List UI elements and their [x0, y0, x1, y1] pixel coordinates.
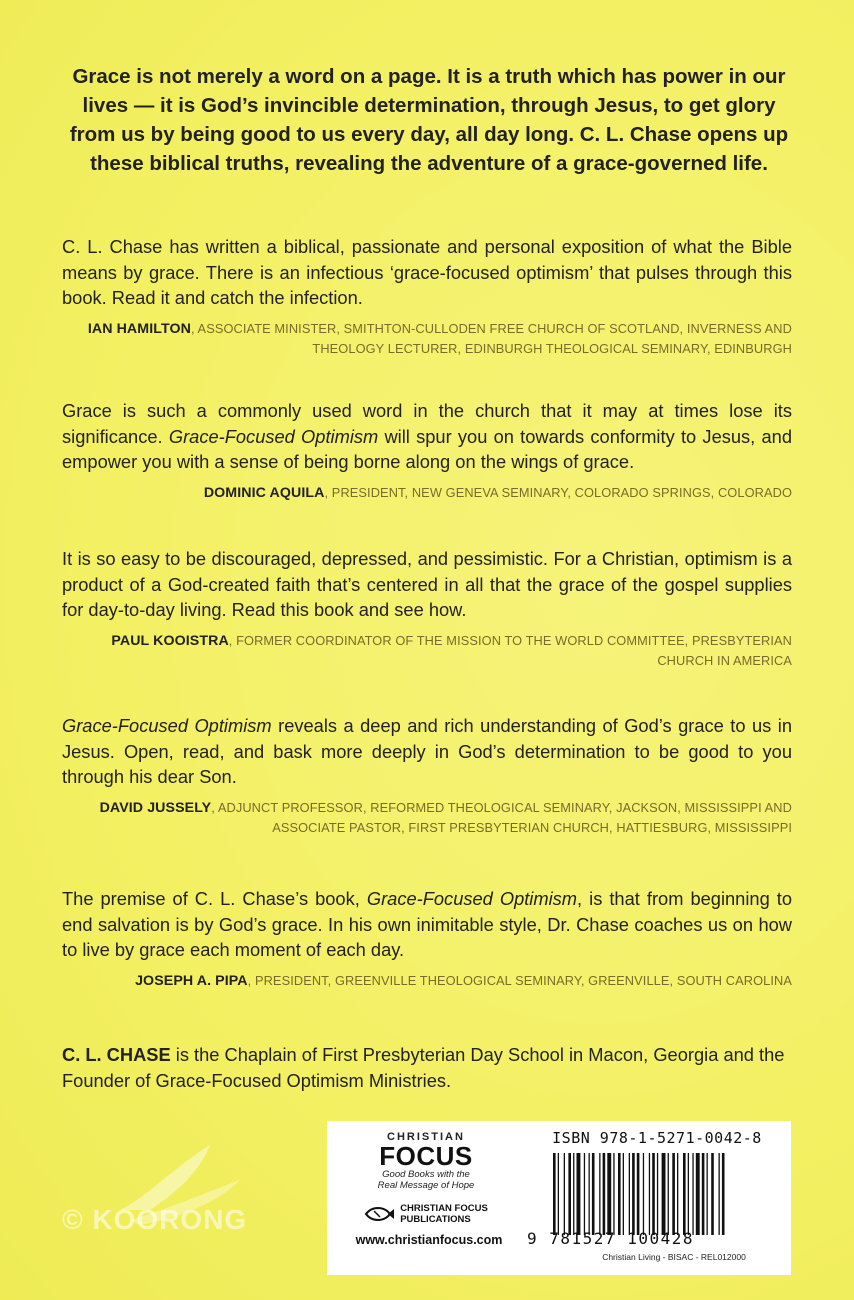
review-5 — [62, 886, 792, 991]
review-attribution: PAUL KOOISTRA, FORMER COORDINATOR OF THE MISSION TO THE WORLD COMMITTEE, PRESBYTERIAN CHURCH IN AMERICA — [111, 632, 792, 668]
publisher-logo — [341, 1131, 511, 1225]
barcode-category: Christian Living - BISAC - REL012000 — [602, 1252, 746, 1262]
publisher-website: www.christianfocus.com — [355, 1233, 503, 1247]
review-quote: C. L. Chase has written a biblical, passionate and personal exposition of what the Bible means by grace. There is an infectious ‘grace-focused optimism’ that pulses through this book. Read it and catch the infection. — [62, 236, 792, 308]
barcode-digits: 9 781527 100428 — [527, 1229, 694, 1248]
logo-tagline-1: Good Books with the — [382, 1169, 470, 1180]
review-attribution: JOSEPH A. PIPA, PRESIDENT, GREENVILLE THEOLOGICAL SEMINARY, GREENVILLE, SOUTH CAROLINA — [135, 972, 792, 989]
review-attribution: DOMINIC AQUILA, PRESIDENT, NEW GENEVA SEMINARY, COLORADO SPRINGS, COLORADO — [203, 484, 792, 501]
review-quote: The premise of C. L. Chase’s book, Grace-Focused Optimism, is that from beginning to end salvation is by God’s grace. In his own inimitable style, Dr. Chase coaches us on how to live by grace each moment of each day. — [62, 888, 792, 960]
publisher-name: CHRISTIAN FOCUS PUBLICATIONS — [400, 1203, 488, 1225]
review-quote: Grace is such a commonly used word in the church that it may at times lose its significance. Grace-Focused Optimism will spur you on towards conformity to Jesus, and empower you with a sense of being borne along on the wings of grace. — [62, 400, 792, 472]
watermark: © KOORONG — [62, 1204, 248, 1235]
review-quote: Grace-Focused Optimism reveals a deep and rich understanding of God’s grace to us in Jesus. Open, read, and bask more deeply in God’s determination to be good to you through his dear Son. — [62, 715, 792, 787]
publisher-barcode-panel — [327, 1121, 791, 1275]
logo-tagline-2: Real Message of Hope — [377, 1180, 475, 1191]
review-1 — [62, 234, 792, 358]
isbn-label: ISBN 978-1-5271-0042-8 — [552, 1129, 762, 1147]
back-cover-blurb: Grace is not merely a word on a page. It is a truth which has power in our lives — it is God’s invincible determination, through Jesus, to get glory from us by being good to us every day, all day long. C. L. Chase opens up these biblical truths, revealing the adventure of a grace-governed life. — [69, 65, 789, 175]
fish-icon — [364, 1206, 394, 1222]
barcode-icon — [551, 1153, 781, 1235]
review-4 — [62, 713, 792, 837]
review-3 — [62, 546, 792, 670]
publisher-mark — [341, 1203, 511, 1225]
review-attribution: DAVID JUSSELY, ADJUNCT PROFESSOR, REFORMED THEOLOGICAL SEMINARY, JACKSON, MISSISSIPPI AND ASSOCIATE PASTOR, FIRST PRESBYTERIAN CHURCH, HATTIESBURG, MISSISSIPPI — [99, 799, 792, 835]
logo-focus: FOCUS — [379, 1141, 473, 1171]
review-2 — [62, 398, 792, 503]
review-attribution: IAN HAMILTON, ASSOCIATE MINISTER, SMITHTON-CULLODEN FREE CHURCH OF SCOTLAND, INVERNESS AND THEOLOGY LECTURER, EDINBURGH THEOLOGICAL SEMINARY, EDINBURGH — [87, 320, 792, 356]
author-bio: C. L. CHASE is the Chaplain of First Presbyterian Day School in Macon, Georgia and the Founder of Grace-Focused Optimism Ministries. — [62, 1044, 785, 1091]
review-quote: It is so easy to be discouraged, depressed, and pessimistic. For a Christian, optimism is a product of a God-created faith that’s centered in all that the grace of the gospel supplies for day-to-day living. Read this book and see how. — [62, 548, 792, 620]
logo-christian: CHRISTIAN — [387, 1131, 465, 1143]
